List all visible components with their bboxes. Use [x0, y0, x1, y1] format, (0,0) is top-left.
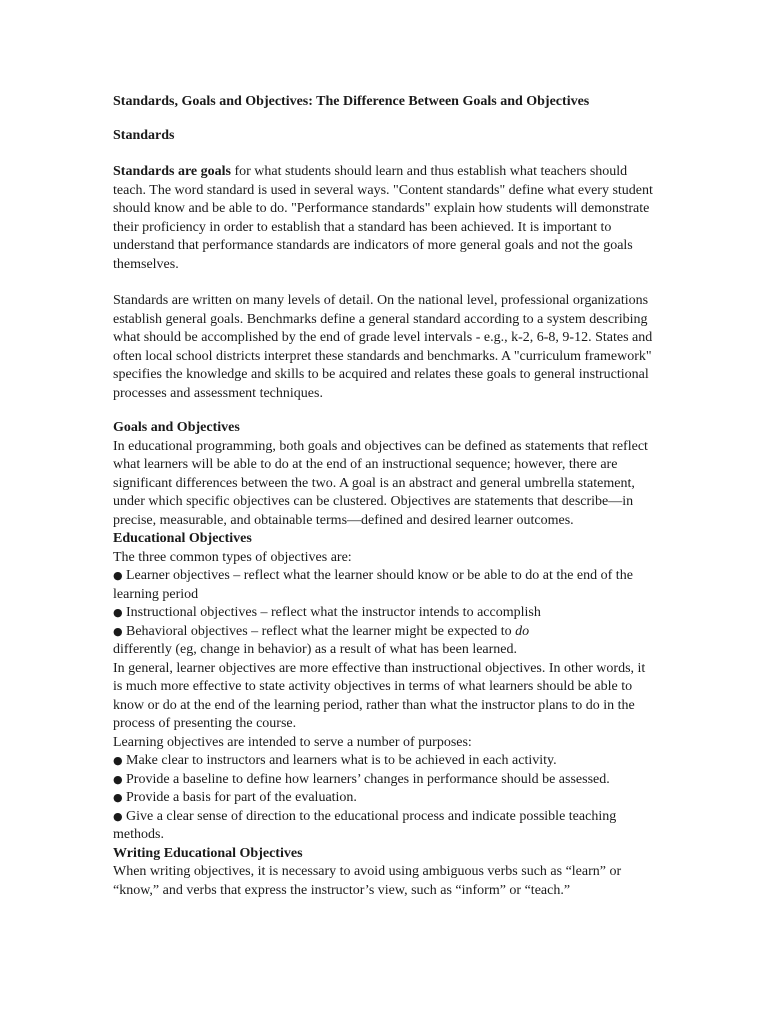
bullet-icon: ●	[113, 791, 123, 804]
list-item	[113, 623, 658, 642]
objective-types-intro: The three common types of objectives are:	[113, 549, 352, 565]
list-item-text: Learner objectives – reflect what the learner should know or be able to do at the end of the learning period	[113, 568, 633, 602]
list-item	[113, 604, 658, 623]
section-heading-writing-objectives: Writing Educational Objectives	[113, 845, 303, 861]
document-body	[113, 93, 658, 900]
section-heading-goals-objectives: Goals and Objectives	[113, 420, 240, 435]
list-item-text: Behavioral objectives – reflect what the learner might be expected to	[126, 623, 516, 639]
standards-lead-phrase: Standards are goals	[113, 164, 231, 179]
document-title: Standards, Goals and Objectives: The Difference Between Goals and Objectives	[113, 94, 590, 109]
standards-paragraph-1-text: for what students should learn and thus establish what teachers should teach. The word standard is used in several ways. "Content standards" define what every student should know and be able to do. "Performance standards" explain how students will demonstrate their proficiency in order to establish that a standard has been achieved. It is important to understand that performance standards are indicators of more general goals and not the goals themselves.	[113, 164, 653, 272]
bullet-icon: ●	[113, 754, 123, 767]
bullet-icon: ●	[113, 624, 123, 638]
list-item-text: Give a clear sense of direction to the educational process and indicate possible teaching methods.	[113, 808, 617, 842]
behavioral-continuation: differently (eg, change in behavior) as a result of what has been learned.	[113, 642, 518, 657]
goals-paragraph-1: In educational programming, both goals and objectives can be defined as statements that reflect what learners will be able to do at the end of an instructional sequence; however, there are significant differences between the two. A goal is an abstract and general umbrella statement, under which specific objectives can be clustered. Objectives are statements that describe—in precise, measurable, and obtainable terms—defined and desired learner outcomes.	[113, 438, 648, 528]
emphasis-do: do	[515, 623, 530, 639]
educational-objectives-paragraph: In general, learner objectives are more effective than instructional objectives. In other words, it is much more effective to state activity objectives in terms of what learners should be able to know or do at the end of the learning period, rather than what the instructor plans to do in the process of presenting the course.	[113, 660, 646, 731]
standards-paragraph-2: Standards are written on many levels of detail. On the national level, professional organizations establish general goals. Benchmarks define a general standard according to a system describing what should be accomplished by the end of grade level intervals - e.g., k-2, 6-8, 9-12. States and often local school districts interpret these standards and benchmarks. A "curriculum framework" specifies the knowledge and skills to be acquired and relates these goals to general instructional processes and assessment techniques.	[113, 293, 653, 401]
list-item	[113, 567, 658, 604]
section-heading-educational-objectives: Educational Objectives	[113, 531, 252, 546]
bullet-icon: ●	[113, 809, 123, 823]
list-item	[113, 752, 658, 771]
writing-paragraph-1: When writing objectives, it is necessary to avoid using ambiguous verbs such as “learn” or “know,” and verbs that express the instructor’s view, such as “inform” or “teach.”	[113, 864, 622, 898]
bullet-icon: ●	[113, 772, 123, 786]
list-item-text: Provide a baseline to define how learners’ changes in performance should be assessed.	[126, 771, 610, 787]
list-item-text: Instructional objectives – reflect what the instructor intends to accomplish	[126, 605, 541, 620]
purposes-intro: Learning objectives are intended to serve a number of purposes:	[113, 734, 472, 750]
list-item	[113, 771, 658, 790]
bullet-icon: ●	[113, 606, 123, 619]
list-item-text: Make clear to instructors and learners what is to be achieved in each activity.	[126, 753, 557, 768]
section-heading-standards: Standards	[113, 127, 175, 143]
bullet-icon: ●	[113, 569, 123, 582]
list-item	[113, 789, 658, 808]
list-item-text: Provide a basis for part of the evaluation.	[126, 790, 357, 805]
list-item	[113, 808, 658, 845]
standards-paragraph-1	[113, 163, 658, 274]
